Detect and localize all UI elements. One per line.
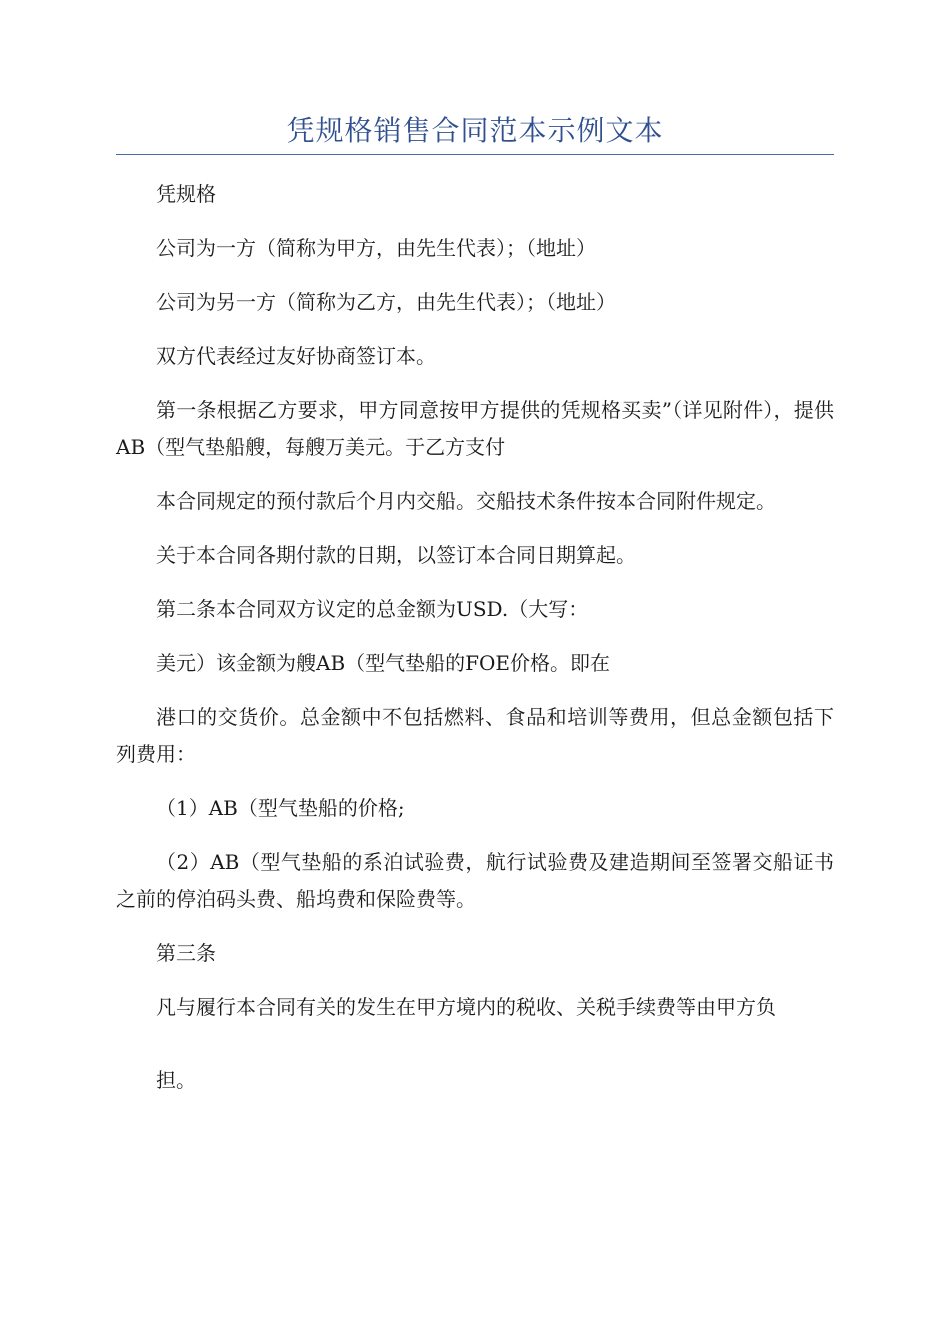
paragraph-11: （1）AB（型气垫船的价格; [156,796,405,820]
paragraph-4: 双方代表经过友好协商签订本。 [156,344,436,368]
paragraph-12: （2）AB（型气垫船的系泊试验费，航行试验费及建造期间至签署交船证书之前的停泊码头费、船坞费和保险费等。 [116,850,834,911]
paragraph-10: 港口的交货价。总金额中不包括燃料、食品和培训等费用，但总金额包括下列费用： [116,705,834,766]
paragraph-15: 担。 [156,1068,196,1092]
paragraph-9: 美元）该金额为艘AB（型气垫船的FOE价格。即在 [156,651,611,675]
paragraph-7: 关于本合同各期付款的日期，以签订本合同日期算起。 [156,543,636,567]
paragraph-6: 本合同规定的预付款后个月内交船。交船技术条件按本合同附件规定。 [156,489,776,513]
paragraph-1: 凭规格 [156,182,216,206]
paragraph-13: 第三条 [156,941,216,965]
paragraph-2: 公司为一方（简称为甲方，由先生代表）；（地址） [156,236,596,260]
paragraph-8: 第二条本合同双方议定的总金额为USD.（大写： [156,597,589,621]
paragraph-14: 凡与履行本合同有关的发生在甲方境内的税收、关税手续费等由甲方负 [156,995,776,1019]
document-body [116,176,834,1099]
document-title: 凭规格销售合同范本示例文本 [286,114,664,147]
paragraph-5: 第一条根据乙方要求，甲方同意按甲方提供的凭规格买卖”（详见附件），提供AB（型气垫船艘，每艘万美元。于乙方支付 [116,398,834,459]
paragraph-3: 公司为另一方（简称为乙方，由先生代表）；（地址） [156,290,616,314]
title-underline [116,154,834,155]
